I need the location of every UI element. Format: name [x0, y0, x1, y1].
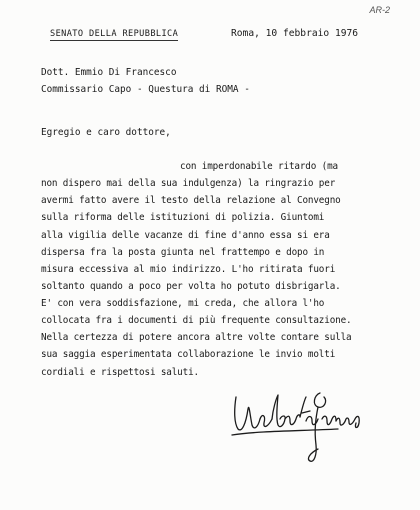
dateline: Roma, 10 febbraio 1976 [231, 28, 359, 39]
handwritten-signature [228, 385, 368, 475]
body-line: non dispero mai della sua indulgenza) la ringrazio per [41, 178, 336, 189]
body-line: E' con vera soddisfazione, mi creda, che allora l'ho [41, 298, 325, 309]
body-line: sulla riforma delle istituzioni di polizia. Giuntomi [41, 212, 325, 223]
archive-mark: AR-2 [369, 5, 390, 15]
body-line: dispersa fra la posta giunta nel frattempo e dopo in [41, 247, 325, 258]
addressee-line: Commissario Capo - Questura di ROMA - [41, 84, 250, 95]
letterhead: SENATO DELLA REPUBBLICA [50, 29, 179, 39]
body-line: soltanto quando a poco per volta ho potuto disbrigarla. [41, 281, 341, 292]
body-line: collocata fra i documenti di più frequente consultazione. [41, 315, 352, 326]
body-line: misura eccessiva al mio indirizzo. L'ho ritirata fuori [41, 264, 336, 275]
body-line: sua saggia esperimentata collaborazione le invio molti [41, 349, 336, 360]
body-line: avermi fatto avere il testo della relazione al Convegno [41, 195, 341, 206]
body-line: alla vigilia delle vacanze di fine d'anno essa si era [41, 230, 330, 241]
body-line: con imperdonabile ritardo (ma [180, 161, 338, 172]
body-line: cordiali e rispettosi saluti. [41, 367, 199, 378]
body-line: Nella certezza di potere ancora altre volte contare sulla [41, 332, 352, 343]
addressee-line: Dott. Emmio Di Francesco [41, 67, 177, 78]
salutation: Egregio e caro dottore, [41, 127, 171, 138]
